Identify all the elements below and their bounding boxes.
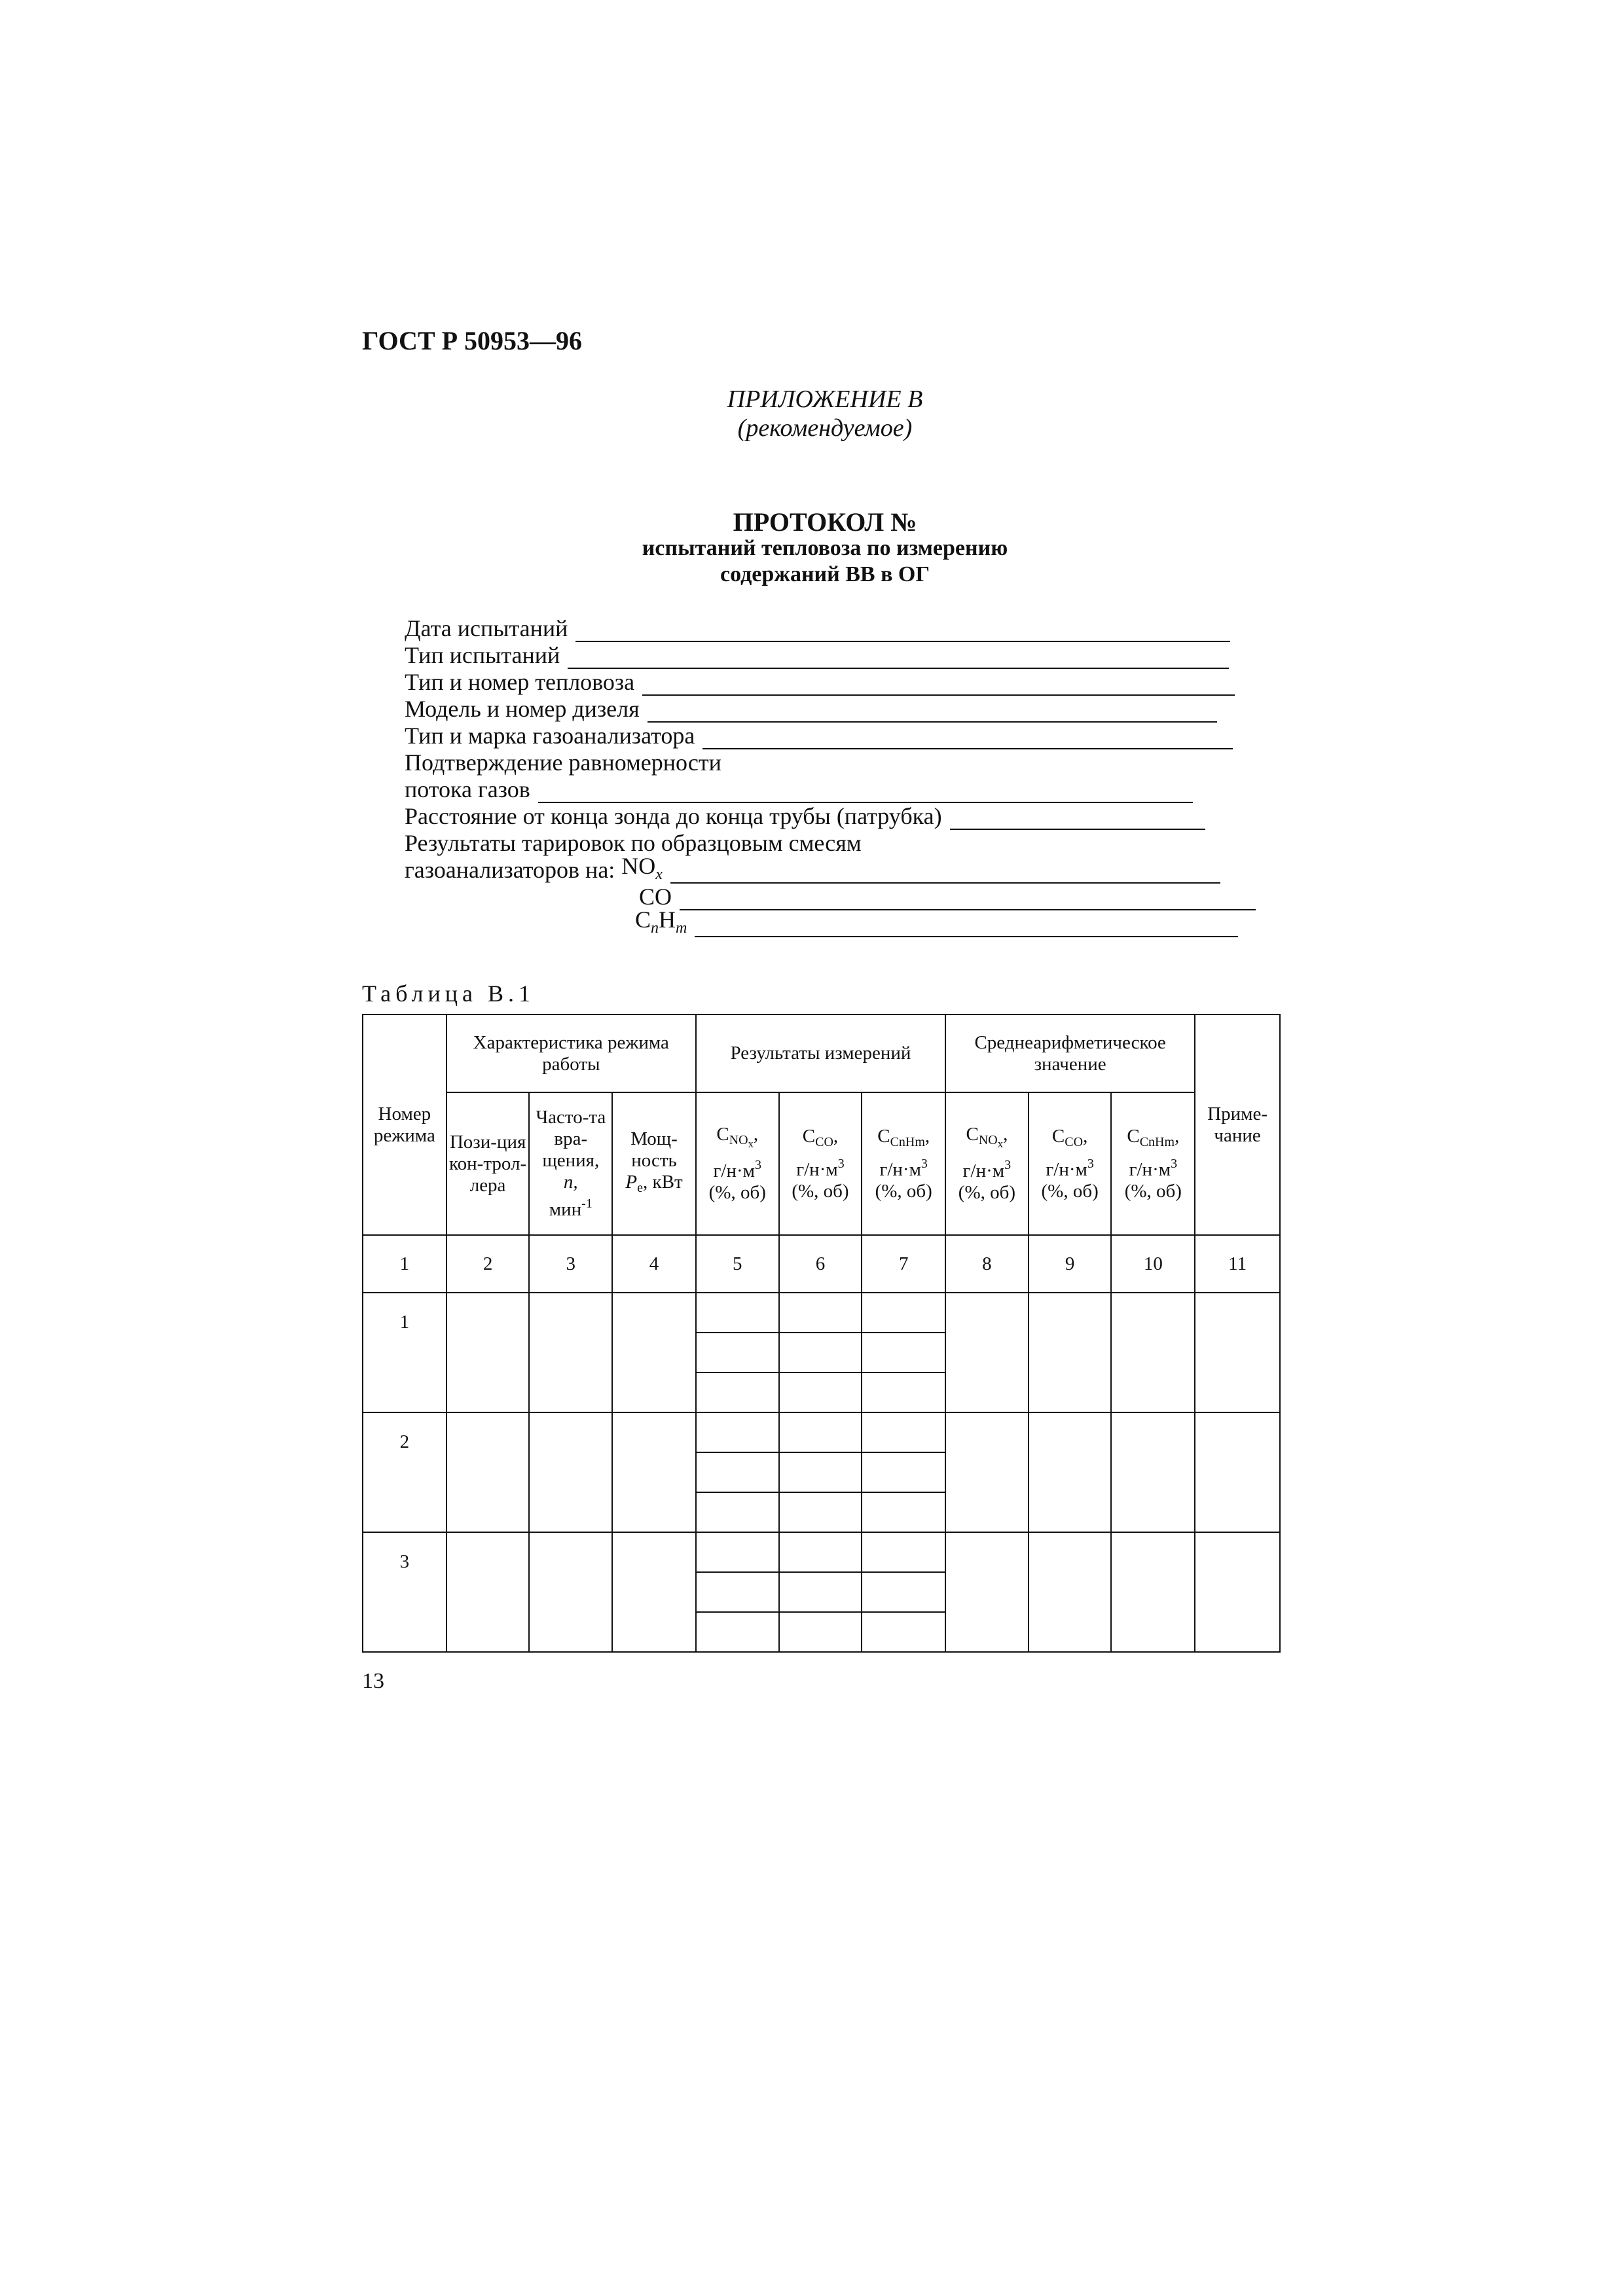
column-number: 10: [1111, 1235, 1195, 1293]
label-analyzers-for: газоанализаторов на:: [405, 857, 615, 883]
label-cnhm: $C_nH_m$: [635, 906, 687, 937]
table-cell[interactable]: [779, 1293, 862, 1333]
header-group-mean: Среднеарифметическое значение: [945, 1014, 1195, 1092]
table-cell[interactable]: [529, 1293, 612, 1412]
table-cell[interactable]: [1111, 1532, 1195, 1652]
label-test-type: Тип испытаний: [405, 642, 560, 668]
field-uniformity-2: [405, 776, 1269, 803]
field-nox: [405, 853, 1269, 884]
blank-loco[interactable]: [642, 675, 1235, 696]
page-number: 13: [362, 1669, 384, 1693]
table-cell[interactable]: [1195, 1532, 1280, 1652]
header-mean-nox: $C_{NO_x}$, $г/н\cdot м^3$ (%, об): [945, 1092, 1029, 1235]
column-number: 5: [696, 1235, 779, 1293]
table-cell[interactable]: [779, 1532, 862, 1572]
field-uniformity-1: [405, 749, 1269, 776]
table-cell[interactable]: [1029, 1412, 1112, 1532]
field-calibration: [405, 830, 1269, 857]
table-cell[interactable]: [1111, 1412, 1195, 1532]
column-number: 8: [945, 1235, 1029, 1293]
table-cell[interactable]: [862, 1492, 945, 1532]
header-speed: Часто-та вра-щения, n, мин$^{-1}$: [529, 1092, 612, 1235]
table-cell[interactable]: [862, 1293, 945, 1333]
table-cell[interactable]: [779, 1452, 862, 1492]
column-number-row: [363, 1235, 1280, 1293]
appendix-title: ПРИЛОЖЕНИЕ В: [727, 386, 923, 413]
table-cell[interactable]: [862, 1333, 945, 1372]
label-distance: Расстояние от конца зонда до конца трубы (патрубка): [405, 803, 942, 829]
column-number: 9: [1029, 1235, 1112, 1293]
header-power: Мощ-ность $P_e$, кВт: [612, 1092, 696, 1235]
column-number: 3: [529, 1235, 612, 1293]
appendix-heading: [655, 385, 995, 442]
header-row-2: [363, 1092, 1280, 1235]
table-cell[interactable]: [696, 1572, 779, 1612]
header-group-mode: Характеристика режима работы: [447, 1014, 696, 1092]
table-cell[interactable]: [862, 1572, 945, 1612]
label-nox: $NO_x$: [621, 853, 663, 883]
mode-number-cell: 1: [363, 1293, 447, 1412]
protocol-title: ПРОТОКОЛ №: [733, 507, 917, 537]
table-cell[interactable]: [779, 1572, 862, 1612]
table-cell[interactable]: [862, 1452, 945, 1492]
protocol-subtitle-2: содержаний ВВ в ОГ: [720, 562, 930, 586]
header-position: Пози-ция кон-трол-лера: [447, 1092, 530, 1235]
column-number: 6: [779, 1235, 862, 1293]
appendix-status: (рекомендуемое): [737, 414, 913, 442]
protocol-form: [405, 615, 1269, 937]
header-mode-number: Номер режима: [363, 1014, 447, 1235]
table-cell[interactable]: [696, 1293, 779, 1333]
table-cell[interactable]: [1111, 1293, 1195, 1412]
blank-test-date[interactable]: [575, 621, 1230, 642]
header-row-1: [363, 1014, 1280, 1092]
label-co: CO: [639, 884, 672, 910]
blank-uniformity[interactable]: [538, 782, 1193, 803]
blank-cnhm[interactable]: [695, 916, 1238, 937]
table-cell[interactable]: [779, 1612, 862, 1652]
table-cell[interactable]: [447, 1293, 530, 1412]
field-loco: [405, 669, 1269, 696]
header-meas-co: $C_{CO}$, $г/н\cdot м^3$ (%, об): [779, 1092, 862, 1235]
label-calibration: Результаты тарировок по образцовым смесям: [405, 830, 862, 856]
header-mean-co: $C_{CO}$, $г/н\cdot м^3$ (%, об): [1029, 1092, 1112, 1235]
header-group-results: Результаты измерений: [696, 1014, 945, 1092]
label-diesel: Модель и номер дизеля: [405, 696, 640, 722]
standard-number: ГОСТ Р 50953—96: [362, 326, 583, 355]
table-row: [363, 1412, 1280, 1452]
header-meas-cnhm: $C_{CnHm}$, $г/н\cdot м^3$ (%, об): [862, 1092, 945, 1235]
label-uniformity-2: потока газов: [405, 776, 530, 802]
label-analyzer: Тип и марка газоанализатора: [405, 723, 695, 749]
table-cell[interactable]: [1029, 1532, 1112, 1652]
table-cell[interactable]: [529, 1532, 612, 1652]
label-uniformity-1: Подтверждение равномерности: [405, 749, 721, 776]
table-cell[interactable]: [612, 1412, 696, 1532]
table-cell[interactable]: [612, 1532, 696, 1652]
blank-distance[interactable]: [950, 809, 1205, 830]
table-cell[interactable]: [779, 1333, 862, 1372]
column-number: 2: [447, 1235, 530, 1293]
table-cell[interactable]: [1029, 1293, 1112, 1412]
field-analyzer: [405, 723, 1269, 749]
table-cell[interactable]: [696, 1333, 779, 1372]
field-test-date: [405, 615, 1269, 642]
protocol-subtitle-1: испытаний тепловоза по измерению: [642, 536, 1008, 560]
table-cell[interactable]: [447, 1412, 530, 1532]
header-mean-cnhm: $C_{CnHm}$, $г/н\cdot м^3$ (%, об): [1111, 1092, 1195, 1235]
table-cell[interactable]: [945, 1532, 1029, 1652]
table-cell[interactable]: [1195, 1293, 1280, 1412]
field-co: [405, 884, 1269, 910]
table-cell[interactable]: [779, 1412, 862, 1452]
label-test-date: Дата испытаний: [405, 615, 568, 641]
table-cell[interactable]: [945, 1293, 1029, 1412]
table-cell[interactable]: [696, 1372, 779, 1412]
mode-number-cell: 3: [363, 1532, 447, 1652]
table-row: [363, 1293, 1280, 1333]
table-cell[interactable]: [1195, 1412, 1280, 1532]
blank-analyzer[interactable]: [702, 728, 1233, 749]
table-cell[interactable]: [696, 1452, 779, 1492]
table-caption: Таблица В.1: [362, 980, 535, 1007]
table-cell[interactable]: [529, 1412, 612, 1532]
column-number: 11: [1195, 1235, 1280, 1293]
table-cell[interactable]: [447, 1532, 530, 1652]
field-diesel: [405, 696, 1269, 723]
table-cell[interactable]: [862, 1412, 945, 1452]
table-cell[interactable]: [862, 1532, 945, 1572]
table-cell[interactable]: [862, 1372, 945, 1412]
mode-number-cell: 2: [363, 1412, 447, 1532]
blank-test-type[interactable]: [568, 648, 1229, 669]
blank-co[interactable]: [680, 889, 1256, 910]
table-cell[interactable]: [862, 1612, 945, 1652]
table-cell[interactable]: [696, 1532, 779, 1572]
table-cell[interactable]: [945, 1412, 1029, 1532]
blank-nox[interactable]: [670, 863, 1220, 884]
blank-diesel[interactable]: [647, 702, 1217, 723]
table-cell[interactable]: [779, 1492, 862, 1532]
field-distance: [405, 803, 1269, 830]
table-row: [363, 1532, 1280, 1572]
label-loco: Тип и номер тепловоза: [405, 669, 635, 695]
column-number: 1: [363, 1235, 447, 1293]
table-cell[interactable]: [696, 1612, 779, 1652]
field-cnhm: [405, 906, 1269, 937]
table-cell[interactable]: [696, 1492, 779, 1532]
protocol-heading: [556, 509, 1093, 588]
table-cell[interactable]: [612, 1293, 696, 1412]
results-table: [362, 1014, 1281, 1653]
table-cell[interactable]: [696, 1412, 779, 1452]
header-note: Приме-чание: [1195, 1014, 1280, 1235]
column-number: 4: [612, 1235, 696, 1293]
column-number: 7: [862, 1235, 945, 1293]
header-meas-nox: $C_{NO_x}$, $г/н\cdot м^3$ (%, об): [696, 1092, 779, 1235]
field-test-type: [405, 642, 1269, 669]
table-cell[interactable]: [779, 1372, 862, 1412]
